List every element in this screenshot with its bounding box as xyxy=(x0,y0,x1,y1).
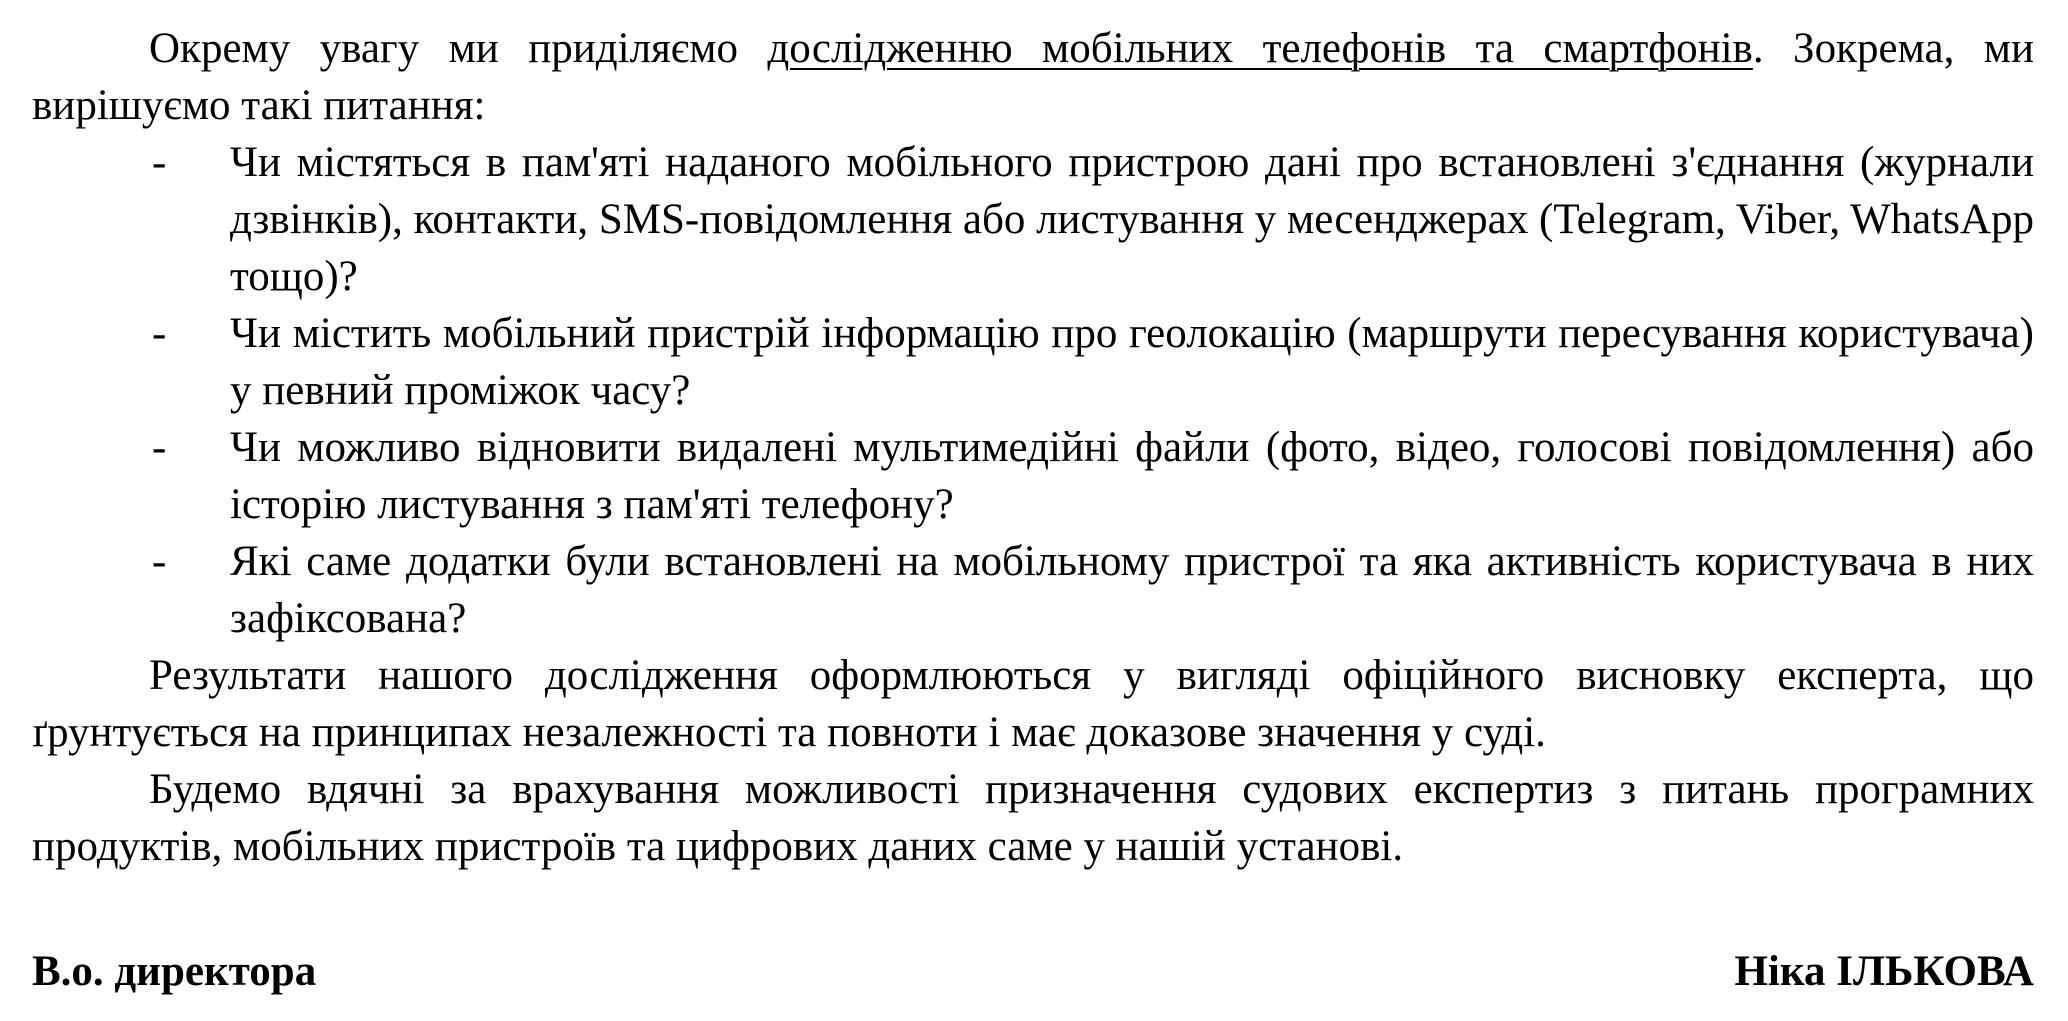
list-dash: - xyxy=(152,424,167,471)
closing-paragraph: Будемо вдячні за врахування можливості призначення судових експертиз з питань програмних продуктів, мобільних пристроїв та цифрових даних саме у нашій установі. xyxy=(32,766,2034,870)
list-item-text: Чи містяться в пам'яті наданого мобільного пристрою дані про встановлені з'єднання (журнали дзвінків), контакти, SMS-повідомлення або листування у месенджерах (Telegram, Viber, WhatsApp тощо)? xyxy=(230,139,2035,300)
list-item xyxy=(32,419,2034,533)
results-paragraph: Результати нашого дослідження оформлюються у вигляді офіційного висновку експерта, що ґрунтується на принципах незалежності та повноти і має доказове значення у суді. xyxy=(32,652,2034,756)
list-item xyxy=(32,533,2034,647)
list-item-text: Які саме додатки були встановлені на мобільному пристрої та яка активність користувача в них зафіксована? xyxy=(230,538,2034,642)
intro-underlined-topic: дослідженню мобільних телефонів та смартфонів xyxy=(767,25,1753,72)
intro-paragraph xyxy=(32,20,2034,134)
list-dash: - xyxy=(152,139,167,186)
list-item xyxy=(32,305,2034,419)
signatory-name: Ніка ІЛЬКОВА xyxy=(1734,948,2034,995)
list-item-text: Чи можливо відновити видалені мультимедійні файли (фото, відео, голосові повідомлення) або історію листування з пам'яті телефону? xyxy=(230,424,2034,528)
intro-text-after: . Зокрема, ми вирішуємо такі питання: xyxy=(32,25,2034,129)
questions-list xyxy=(32,134,2034,647)
list-dash: - xyxy=(152,538,167,585)
intro-text-before: Окрему увагу ми приділяємо xyxy=(149,25,768,72)
list-item xyxy=(32,134,2034,305)
signatory-position: В.о. директора xyxy=(32,948,317,995)
list-item-text: Чи містить мобільний пристрій інформацію про геолокацію (маршрути пересування користувача) у певний проміжок часу? xyxy=(230,310,2034,414)
signature-block xyxy=(32,943,2034,1000)
list-dash: - xyxy=(152,310,167,357)
